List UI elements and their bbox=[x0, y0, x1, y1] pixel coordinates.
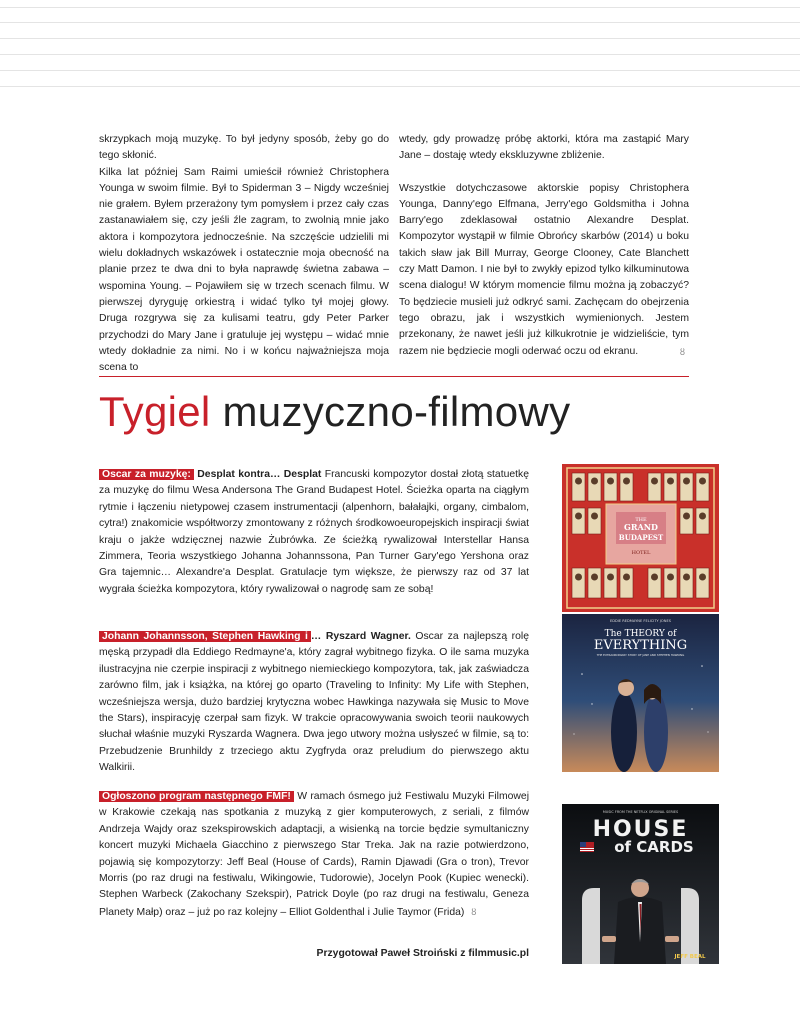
house-of-cards-artwork bbox=[562, 804, 719, 964]
news-headline: Desplat kontra… Desplat bbox=[197, 469, 322, 480]
end-mark-icon: ȣ bbox=[679, 346, 685, 357]
right-paragraph-2 bbox=[399, 181, 689, 360]
toe-title-2: EVERYTHING bbox=[593, 638, 688, 653]
section-title bbox=[99, 384, 570, 440]
hoc-music-by: MUSIC BY bbox=[682, 948, 698, 952]
news-body: W ramach ósmego już Festiwalu Muzyki Filmowej w Krakowie czekają nas spotkania z muzyką z gier komputerowych, z seriali, z filmów Andrzeja Wajdy oraz szekspirowskich adaptacji, a wisienką na torcie będzie symultaniczny koncert muzyki Michaela Giacchino z pierwszego Star Treka. Jak na razie potwierdzono, pojawią się kompozytorzy: Jeff Beal (House of Cards), Ramin Djawadi (Gra o tron), Trevor Morris (po raz drugi na festiwalu, Wikingowie, Tudorowie), Jocelyn Pook (Kupiec wenecki). Stephen Warbeck (Zakochany Szekspir), Patrick Doyle (po raz drugi na festiwalu, Geneza Planety Małp) oraz – już po raz kolejny – Elliot Goldenthal i Julie Taymor (Frida) bbox=[99, 791, 530, 918]
hoc-top-line: MUSIC FROM THE NETFLIX ORIGINAL SERIES bbox=[602, 810, 679, 814]
news-tag: Oscar za muzykę: bbox=[99, 469, 194, 480]
section-title-accent: Tygiel bbox=[99, 388, 211, 435]
gbh-title-line1: THE bbox=[635, 517, 647, 523]
news-headline: … Ryszard Wagner. bbox=[310, 631, 411, 642]
gbh-title-line2: GRAND bbox=[624, 522, 658, 532]
toe-title-1: The THEORY of bbox=[604, 629, 677, 639]
left-column bbox=[99, 132, 389, 374]
right-paragraph-2-text: Wszystkie dotychczasowe aktorskie popisy Christophera Younga, Danny'ego Elfmana, Jerry'ego Goldsmitha i Johna Barry'ego zdeklasował ostatnio Alexandre Desplat. Kompozytor wystąpił w filmie Obrońcy skarbów (2014) u boku takich sław jak Bill Murray, George Clooney, Cate Blanchett czy Matt Damon. I nie był to zwykły epizod tylko kilkuminutowa scena dialogu! W którym momencie filmu można ją zobaczyć? To będziecie musieli już odkryć sami. Zachęcam do obejrzenia tego obrazu, jak i wszystkich wymienionych. Jestem przekonany, że nawet jeśli już kilkukrotnie je widzieliście, tym razem nie będziecie mogli oderwać oczu od ekranu. bbox=[399, 182, 689, 357]
grand-budapest-artwork bbox=[562, 464, 719, 612]
theory-of-everything-artwork bbox=[562, 614, 719, 772]
right-column bbox=[399, 132, 689, 362]
gbh-title-line4: HOTEL bbox=[631, 550, 651, 556]
toe-cast: EDDIE REDMAYNE FELICITY JONES bbox=[609, 619, 672, 623]
section-title-rest: muzyczno-filmowy bbox=[222, 388, 571, 435]
right-paragraph-1: wtedy, gdy prowadzę próbę aktorki, która ma zastąpić Mary Jane – dostaję wtedy ekskluzywne zbliżenie. bbox=[399, 134, 689, 162]
author-credit: Przygotował Paweł Stroiński z filmmusic.pl bbox=[316, 948, 529, 959]
continued-article bbox=[99, 132, 689, 374]
gbh-title-line3: BUDAPEST bbox=[618, 533, 664, 542]
news-body: Oscar za najlepszą rolę męską przypadł dla Eddiego Redmayne'a, który zagrał wybitnego fizyka. O ile sama muzyka ilustracyjna nie czerpie inspiracji z wybitnego niemieckiego kompozytora, tak, jak zaświadcza zarówno film, jak i książka, na której go oparto (Traveling to Infinity: My Life with Stephen, wcześniejsza wersja, dużo bardziej krytyczna wobec Hawkinga nazywała się Music to Move the Stars), inspiracyję czerpał sam fizyk. W trakcie opracowywania swoich teorii naukowych słuchał właśnie muzyki Ryszarda Wagnera. Dwa jego utwory można usłyszeć w filmie, są to: Przebudzenie Brunhildy z trzeciego aktu Zygfryda oraz preludium do pierwszego aktu Walkirii. bbox=[99, 631, 529, 774]
hoc-composer: JEFF BEAL bbox=[674, 954, 706, 960]
end-mark-icon: ȣ bbox=[471, 906, 477, 917]
section-divider bbox=[99, 376, 689, 377]
grand-budapest-hotel-poster bbox=[562, 464, 719, 612]
news-tag: Johann Johannsson, Stephen Hawking i bbox=[99, 631, 311, 642]
flag-icon bbox=[580, 842, 594, 852]
news-item-oscar bbox=[99, 467, 529, 598]
news-tag: Ogłoszono program następnego FMF! bbox=[99, 791, 294, 802]
left-paragraph-1: skrzypkach moją muzykę. To był jedyny sposób, żeby go do tego skłonić. bbox=[99, 134, 389, 162]
news-item-johannsson bbox=[99, 629, 529, 777]
house-of-cards-poster bbox=[562, 804, 719, 964]
left-paragraph-2: Kilka lat później Sam Raimi umieścił również Christophera Younga w swoim filmie. Był to Spiderman 3 – Nigdy wcześniej nie grałem. Byłem przerażony tym pomysłem i przez cały czas zastanawiałem się, czy jeśli źle zagram, to zwolnią mnie jako aktora i kompozytora jednocześnie. Na szczęście udzielili mi wielu dokładnych wskazówek i ostatecznie moja obecność na planie przez te dwa dni to była naprawdę świetna zabawa – wspomina Young. – Pojawiłem się w trzech scenach filmu. W pierwszej dyryguję orkiestrą i widać tylko tył mojej głowy. Druga rozgrywa się za kulisami teatru, gdy Peter Parker przychodzi do Mary Jane i gratuluje jej występu – widać mnie wtedy dokładnie za nimi. No i w końcu najważniejsza moja scena to bbox=[99, 166, 389, 374]
hoc-title-2: of CARDS bbox=[614, 838, 694, 856]
hoc-title-1: HOUSE bbox=[592, 817, 689, 842]
theory-of-everything-poster bbox=[562, 614, 719, 772]
news-item-fmf bbox=[99, 789, 529, 921]
ruled-header-lines bbox=[0, 0, 800, 90]
news-body: Francuski kompozytor dostał złotą statuetkę za muzykę do filmu Wesa Andersona The Grand Budapest Hotel. Ścieżka oparta na ciągłym rytmie i łączeniu nietypowej czasem instrumentacji (alpenhorn, bałałajki, organy, cimbalom, cytra!) znakomicie współtworzy zmontowany z różnych środkowoeuropejskich inspiracji świat kraju o jakże wdzięcznej nazwie Żubrówka. Ze ścieżką rywalizował Interstellar Hansa Zimmera, Teoria wszystkiego Johanna Johannssona, Pan Turner Gary'ego Yershona oraz Gra tajemnic… Alexandre'a Desplat. Gratulacje tym większe, że pierwszy raz od 37 lat wygrała ścieżka kompozytora, który rywalizował o nagrodę sam ze sobą! bbox=[99, 469, 529, 595]
toe-tagline: THE EXTRAORDINARY STORY OF JANE AND STEPHEN HAWKING bbox=[596, 653, 685, 657]
